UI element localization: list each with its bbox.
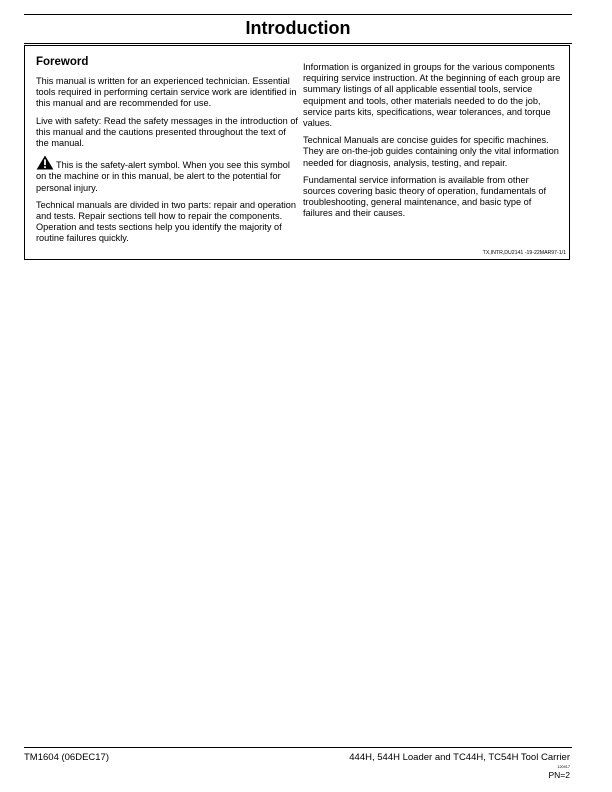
paragraph-organization: Information is organized in groups for the various components requiring service instruction. At the beginning of each group are summary listings of all applicable essential tools, service equipment and tools, other materials needed to do the job, service parts kits, specifications, wear tolerances, and torque values. <box>303 62 561 129</box>
paragraph-live-with-safety: Live with safety: Read the safety messages in the introduction of this manual and the cautions presented throughout the text of the manual. <box>36 115 298 149</box>
paragraph-fundamental-info: Fundamental service information is available from other sources covering basic theory of operation, fundamentals of troubleshooting, general maintenance, and basic type of failures and their causes. <box>303 174 547 219</box>
footer-product-name: 444H, 544H Loader and TC44H, TC54H Tool Carrier <box>349 752 570 763</box>
document-id: TX,INTR,DU2141 -19-22MAR97-1/1 <box>482 250 566 256</box>
foreword-right-column <box>303 62 561 226</box>
paragraph-manual-parts: Technical manuals are divided in two parts: repair and operation and tests. Repair sections tell how to repair the components. Operation and tests sections help you identify the majority of routine failures quickly. <box>36 199 296 244</box>
paragraph-safety-alert <box>36 155 298 194</box>
paragraph-intended-audience: This manual is written for an experienced technician. Essential tools required in performing certain service work are identified in this manual and are recommended for use. <box>36 76 297 109</box>
page-title: Introduction <box>24 14 572 44</box>
warning-triangle-icon <box>36 155 54 170</box>
foreword-section <box>24 45 570 260</box>
foreword-left-column <box>36 56 298 251</box>
footer-code: 120917 <box>557 765 570 769</box>
foreword-title: Foreword <box>36 56 89 68</box>
safety-alert-text: This is the safety-alert symbol. When you see this symbol on the machine or in this manual, be alert to the potential for personal injury. <box>36 160 290 193</box>
footer-manual-id: TM1604 (06DEC17) <box>24 752 110 763</box>
paragraph-concise-guides: Technical Manuals are concise guides for specific machines. They are on-the-job guides containing only the vital information needed for diagnosis, analysis, testing, and repair. <box>303 135 559 168</box>
page-number: PN=2 <box>548 770 570 780</box>
footer-divider <box>24 747 572 748</box>
